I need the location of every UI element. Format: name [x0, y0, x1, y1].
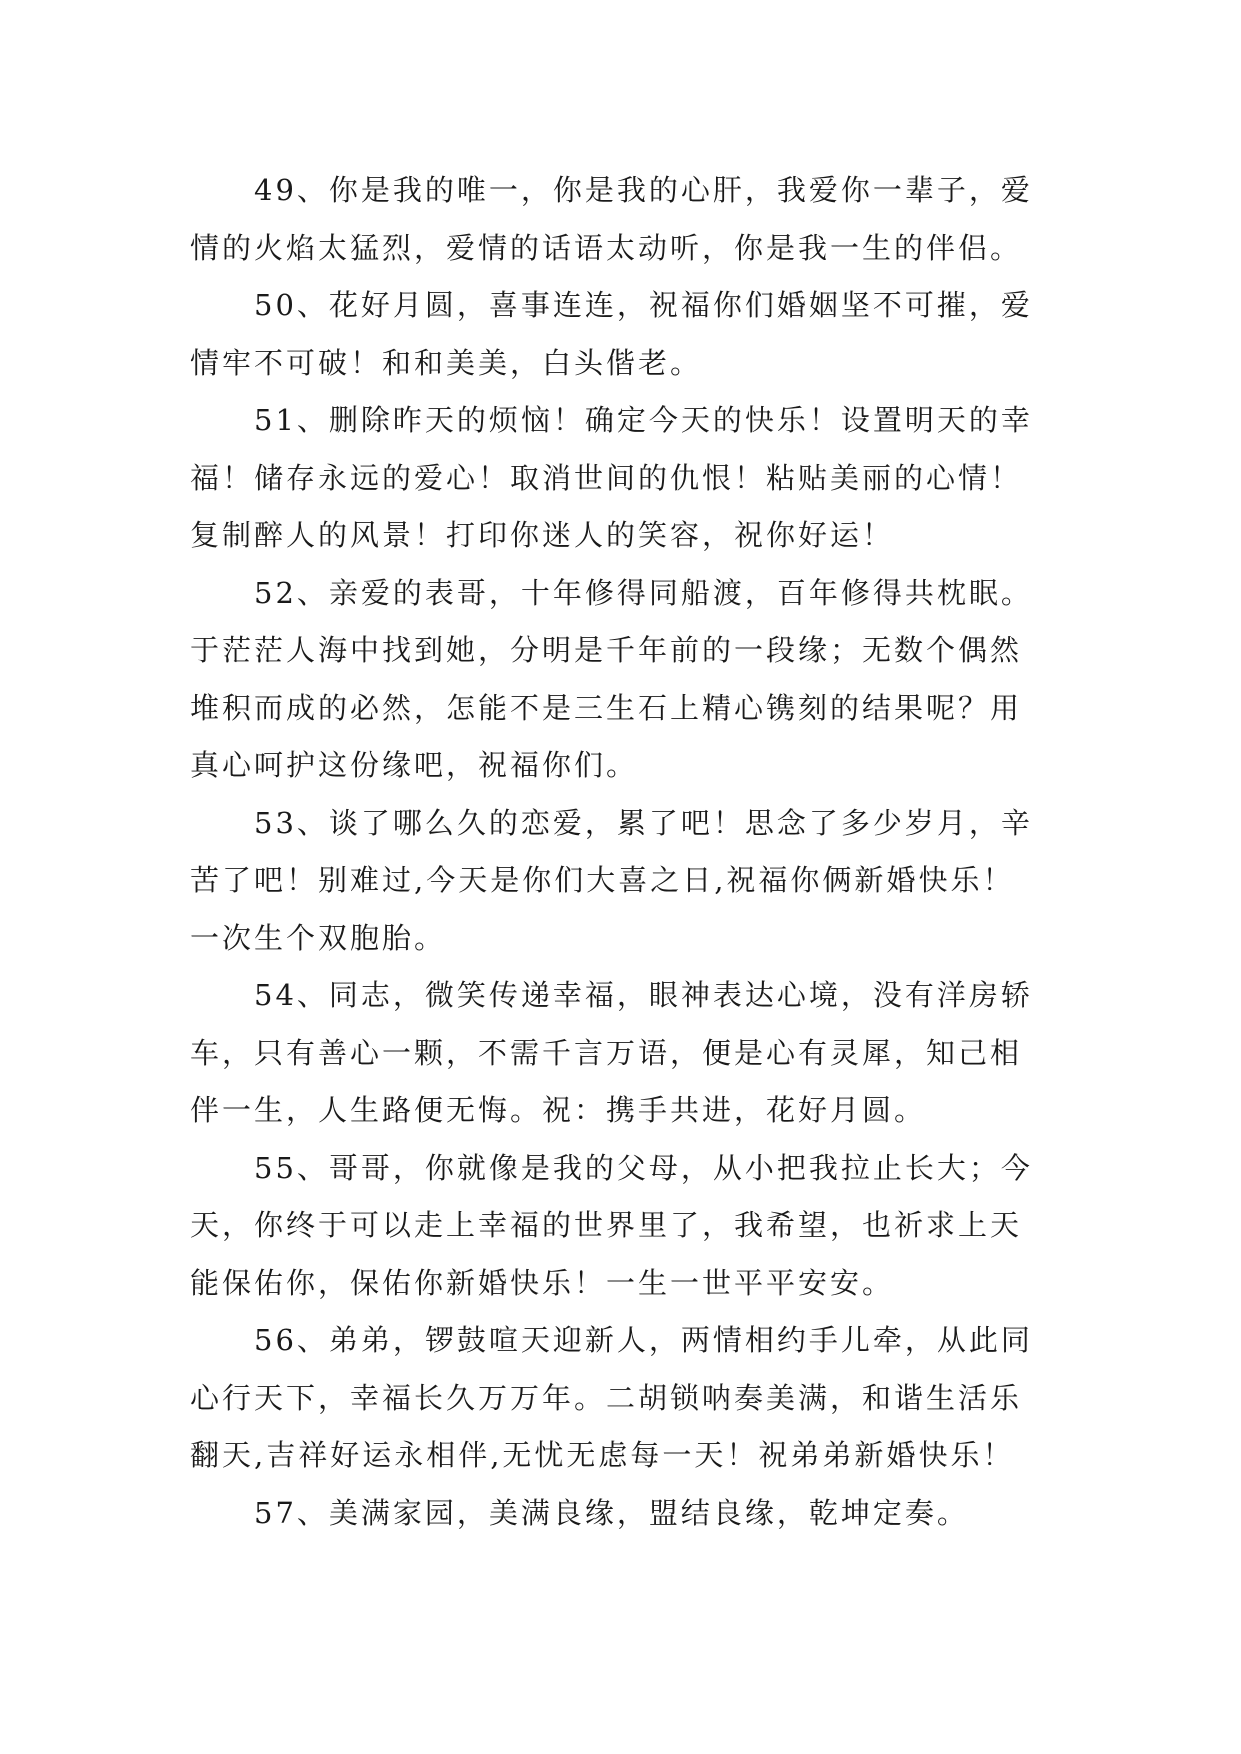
- text-line: 能保佑你，保佑你新婚快乐！一生一世平平安安。: [190, 1265, 895, 1300]
- paragraph-51: [190, 392, 1070, 565]
- paragraph-57: [190, 1485, 1070, 1543]
- text-line: 一次生个双胞胎。: [190, 920, 447, 955]
- text-line: 复制醉人的风景！打印你迷人的笑容，祝你好运！: [190, 518, 895, 552]
- text-line: 51、删除昨天的烦恼！确定今天的快乐！设置明天的幸: [254, 403, 1033, 437]
- text-line: 情牢不可破！和和美美，白头偕老。: [190, 345, 703, 380]
- text-line: 翻天,吉祥好运永相伴,无忧无虑每一天！祝弟弟新婚快乐！: [190, 1438, 1015, 1472]
- text-line: 堆积而成的必然，怎能不是三生石上精心镌刻的结果呢？用: [190, 690, 1023, 725]
- text-line: 福！储存永远的爱心！取消世间的仇恨！粘贴美丽的心情！: [190, 460, 1023, 495]
- text-line: 心行天下，幸福长久万万年。二胡锁呐奏美满，和谐生活乐: [190, 1380, 1023, 1415]
- text-line: 真心呵护这份缘吧，祝福你们。: [190, 748, 639, 782]
- paragraph-50: [190, 277, 1070, 392]
- text-line: 57、美满家园，美满良缘，盟结良缘，乾坤定奏。: [254, 1495, 969, 1530]
- paragraph-55: [190, 1140, 1070, 1313]
- text-line: 49、你是我的唯一，你是我的心肝，我爱你一辈子，爱: [254, 173, 1033, 207]
- text-line: 情的火焰太猛烈，爱情的话语太动听，你是我一生的伴侣。: [190, 230, 1023, 265]
- text-line: 车，只有善心一颗，不需千言万语，便是心有灵犀，知己相: [190, 1035, 1023, 1070]
- text-line: 天，你终于可以走上幸福的世界里了，我希望，也祈求上天: [190, 1208, 1023, 1242]
- text-line: 52、亲爱的表哥，十年修得同船渡，百年修得共枕眠。: [254, 575, 1033, 610]
- text-line: 伴一生，人生路便无悔。祝：携手共进，花好月圆。: [190, 1093, 927, 1127]
- document-body: [190, 162, 1070, 1542]
- text-line: 56、弟弟，锣鼓喧天迎新人，两情相约手儿牵，从此同: [254, 1323, 1033, 1357]
- paragraph-52: [190, 565, 1070, 795]
- paragraph-54: [190, 967, 1070, 1140]
- paragraph-53: [190, 795, 1070, 968]
- text-line: 苦了吧！别难过,今天是你们大喜之日,祝福你俩新婚快乐！: [190, 863, 1015, 897]
- text-line: 54、同志，微笑传递幸福，眼神表达心境，没有洋房轿: [254, 978, 1033, 1012]
- paragraph-49: [190, 162, 1070, 277]
- text-line: 50、花好月圆，喜事连连，祝福你们婚姻坚不可摧，爱: [254, 288, 1033, 322]
- text-line: 55、哥哥，你就像是我的父母，从小把我拉止长大；今: [254, 1150, 1033, 1185]
- text-line: 于茫茫人海中找到她，分明是千年前的一段缘；无数个偶然: [190, 633, 1023, 667]
- paragraph-56: [190, 1312, 1070, 1485]
- text-line: 53、谈了哪么久的恋爱，累了吧！思念了多少岁月，辛: [254, 805, 1033, 840]
